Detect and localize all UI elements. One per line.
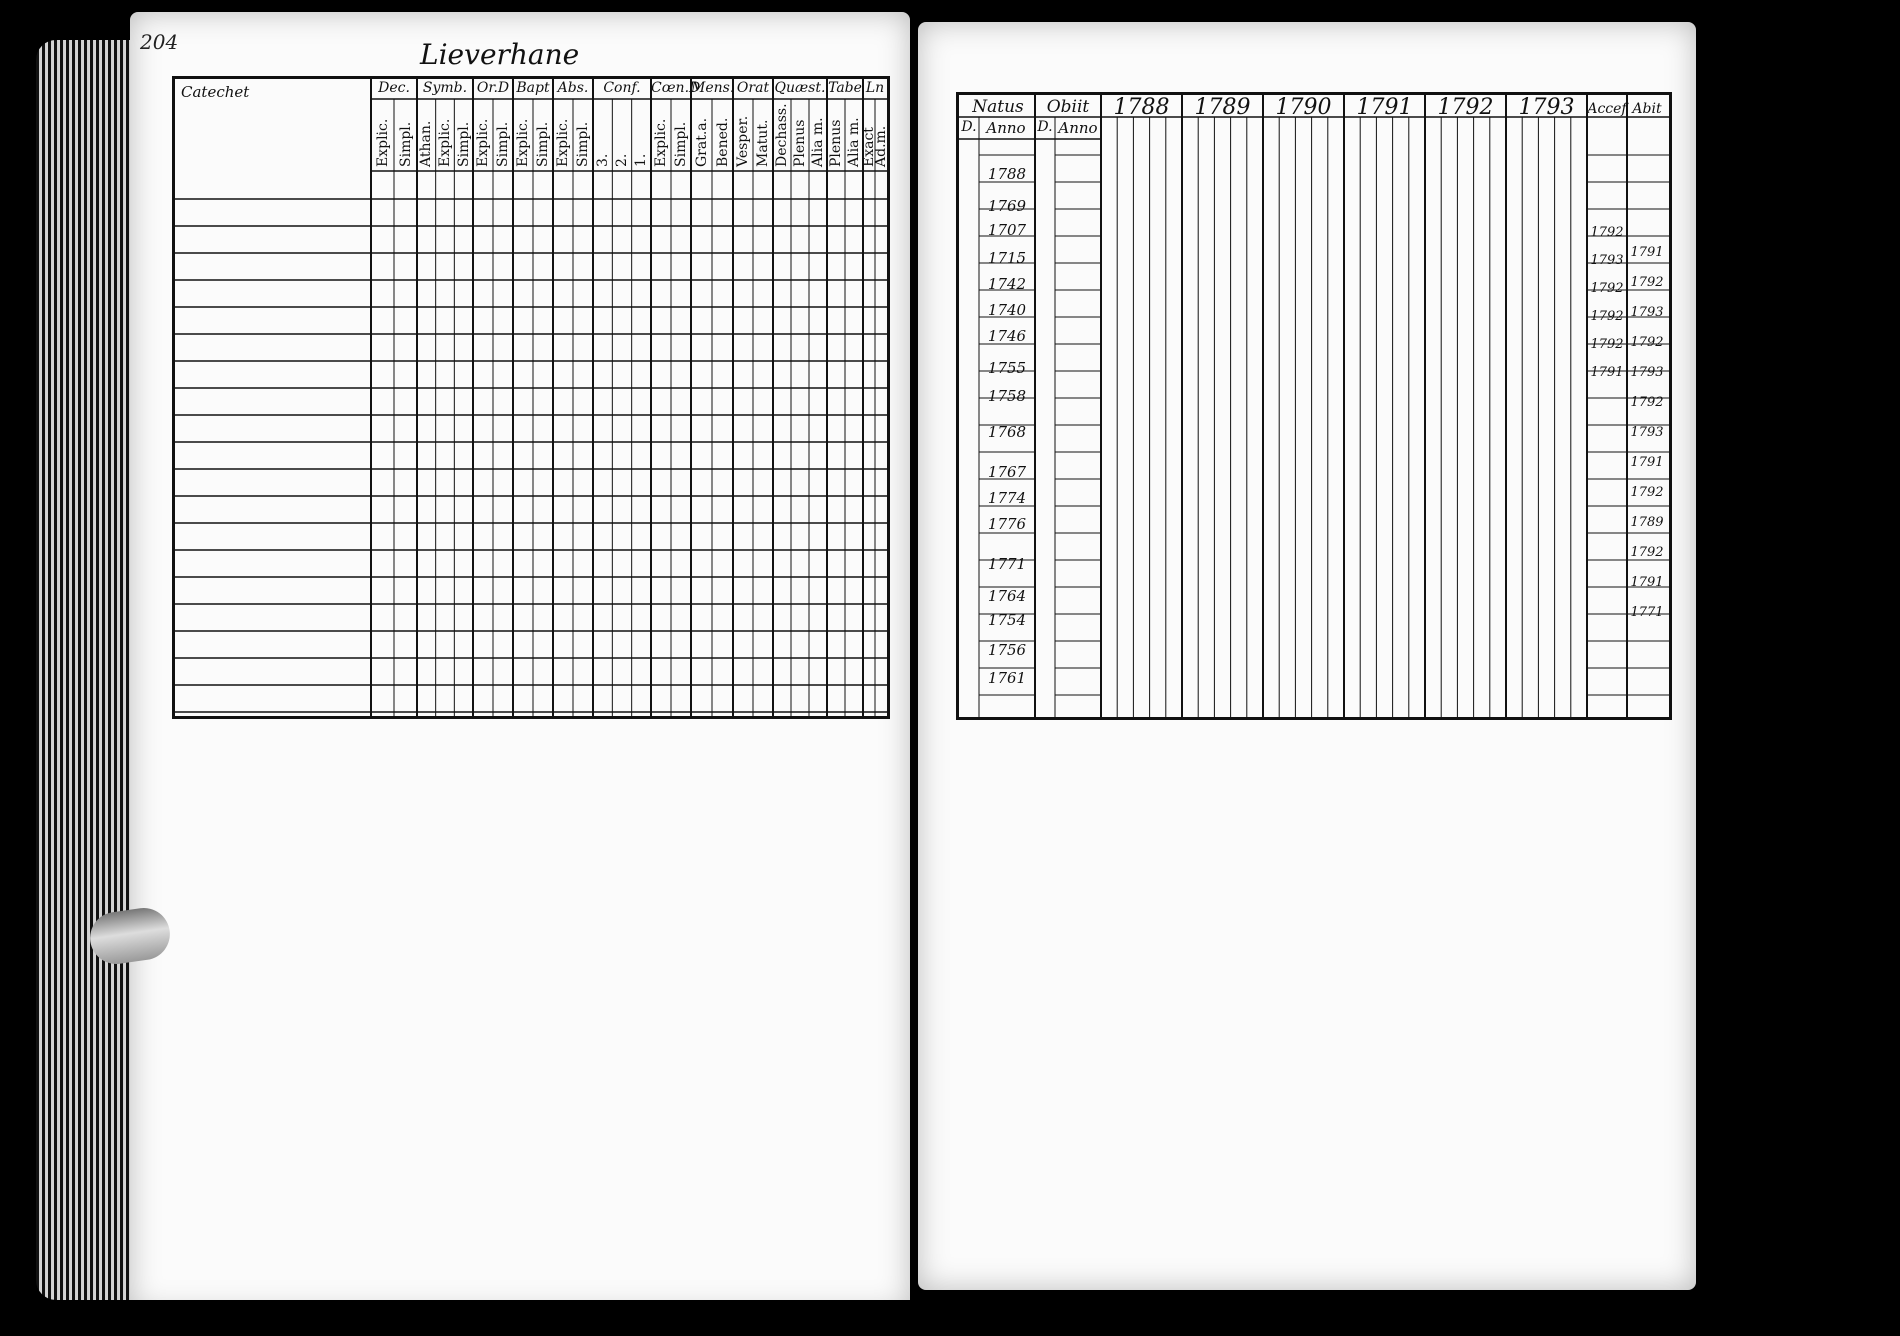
birth-year-2: 1707 [987, 221, 1027, 239]
abiit-mark-7: 1791 [1630, 455, 1664, 470]
abiit-mark-5: 1792 [1630, 395, 1664, 410]
birth-year-11: 1774 [987, 489, 1027, 507]
accessit-heading: Accef [1587, 101, 1627, 117]
abiit-mark-1: 1792 [1630, 275, 1664, 290]
column-subheading-6-1: Simpl. [673, 121, 689, 167]
year-heading-1789: 1789 [1194, 95, 1251, 120]
accessit-mark-0: 1792 [1590, 225, 1624, 240]
column-subheading-11-1: Ad.m. [873, 125, 889, 167]
column-subheading-7-1: Bened. [714, 117, 731, 167]
book-spine [36, 40, 136, 1300]
column-subheading-8-1: Matut. [755, 119, 771, 167]
column-subheading-10-0: Plenus [828, 119, 844, 167]
birth-year-14: 1764 [987, 587, 1027, 605]
birth-year-4: 1742 [987, 275, 1027, 293]
natus-day-heading: D. [961, 119, 977, 135]
column-heading-11: Ln [865, 80, 885, 96]
column-subheading-1-0: Athan. [418, 120, 435, 167]
accessit-mark-5: 1791 [1590, 365, 1624, 380]
column-subheading-7-0: Grat.a. [693, 117, 710, 167]
accessit-mark-1: 1793 [1590, 253, 1624, 268]
abiit-mark-2: 1793 [1630, 305, 1664, 320]
left-ledger-grid [175, 79, 887, 716]
column-subheading-11-0: Exact [861, 127, 877, 167]
birth-year-3: 1715 [987, 249, 1027, 267]
year-heading-1793: 1793 [1518, 95, 1575, 120]
year-heading-1790: 1790 [1275, 95, 1332, 120]
column-heading-6: Cœn.D [651, 80, 701, 96]
birth-year-13: 1771 [987, 555, 1027, 573]
birth-year-17: 1761 [987, 669, 1027, 687]
column-subheading-9-0: Dechass. [774, 103, 790, 167]
column-subheading-5-0: 3. [594, 153, 611, 167]
obiit-day-heading: D. [1037, 119, 1053, 135]
column-heading-8: Orat [736, 80, 770, 96]
abiit-mark-12: 1771 [1630, 605, 1664, 620]
birth-year-10: 1767 [987, 463, 1027, 481]
column-subheading-6-0: Explic. [653, 118, 669, 167]
natus-anno-heading: Anno [986, 119, 1026, 137]
column-heading-7: Mens. [691, 80, 735, 96]
birth-year-6: 1746 [987, 327, 1027, 345]
right-ledger-grid [959, 95, 1669, 717]
obiit-heading: Obiit [1046, 97, 1090, 117]
year-heading-1788: 1788 [1113, 95, 1170, 120]
birth-year-5: 1740 [987, 301, 1027, 319]
accessit-mark-4: 1792 [1590, 337, 1624, 352]
column-subheading-4-1: Simpl. [575, 121, 591, 167]
abiit-mark-3: 1792 [1630, 335, 1664, 350]
column-subheading-2-1: Simpl. [495, 121, 511, 167]
catechism-ledger [172, 76, 890, 719]
column-subheading-5-1: 2. [614, 153, 630, 167]
column-heading-1: Symb. [422, 80, 468, 96]
catechet-heading: Catechet [181, 83, 250, 101]
column-subheading-5-2: 1. [633, 153, 650, 167]
natus-heading: Natus [972, 97, 1024, 117]
abiit-mark-0: 1791 [1630, 245, 1664, 260]
obiit-anno-heading: Anno [1058, 119, 1098, 137]
abiit-mark-6: 1793 [1630, 425, 1664, 440]
column-heading-10: Tabe [828, 80, 862, 96]
column-subheading-2-0: Explic. [475, 118, 491, 167]
abiit-mark-11: 1791 [1630, 575, 1664, 590]
birth-death-ledger [956, 92, 1672, 720]
column-subheading-9-1: Plenus [792, 119, 808, 167]
column-subheading-8-0: Vesper. [735, 115, 751, 167]
abiit-mark-4: 1793 [1630, 365, 1664, 380]
column-subheading-4-0: Explic. [555, 118, 571, 167]
column-heading-9: Quæst. [774, 80, 826, 96]
accessit-mark-2: 1792 [1590, 281, 1624, 296]
abiit-mark-9: 1789 [1630, 515, 1664, 530]
abiit-heading: Abit [1632, 101, 1662, 117]
left-page-heading: Lieverhane [420, 38, 580, 71]
abiit-mark-10: 1792 [1630, 545, 1664, 560]
column-heading-0: Dec. [378, 80, 410, 96]
birth-year-1: 1769 [987, 197, 1027, 215]
accessit-mark-3: 1792 [1590, 309, 1624, 324]
column-subheading-3-1: Simpl. [535, 121, 551, 167]
page-number: 204 [140, 30, 179, 54]
birth-year-8: 1758 [987, 387, 1027, 405]
column-heading-5: Conf. [603, 80, 641, 96]
year-heading-1792: 1792 [1437, 95, 1494, 120]
birth-year-9: 1768 [987, 423, 1027, 441]
birth-year-7: 1755 [987, 359, 1027, 377]
column-heading-2: Or.D [476, 80, 510, 96]
column-subheading-1-2: Simpl. [455, 121, 472, 167]
column-subheading-9-2: Alia m. [810, 117, 826, 167]
column-heading-3: Bapt [516, 80, 550, 96]
column-subheading-10-1: Alia m. [846, 117, 862, 167]
column-subheading-0-0: Explic. [374, 118, 391, 167]
birth-year-16: 1756 [987, 641, 1027, 659]
birth-year-15: 1754 [987, 611, 1027, 629]
column-subheading-3-0: Explic. [515, 118, 531, 167]
column-heading-4: Abs. [557, 80, 589, 96]
scan-border [0, 1300, 1900, 1336]
birth-year-12: 1776 [987, 515, 1027, 533]
year-heading-1791: 1791 [1356, 95, 1413, 120]
column-subheading-0-1: Simpl. [397, 121, 414, 167]
abiit-mark-8: 1792 [1630, 485, 1664, 500]
column-subheading-1-1: Explic. [437, 118, 453, 167]
birth-year-0: 1788 [987, 165, 1027, 183]
